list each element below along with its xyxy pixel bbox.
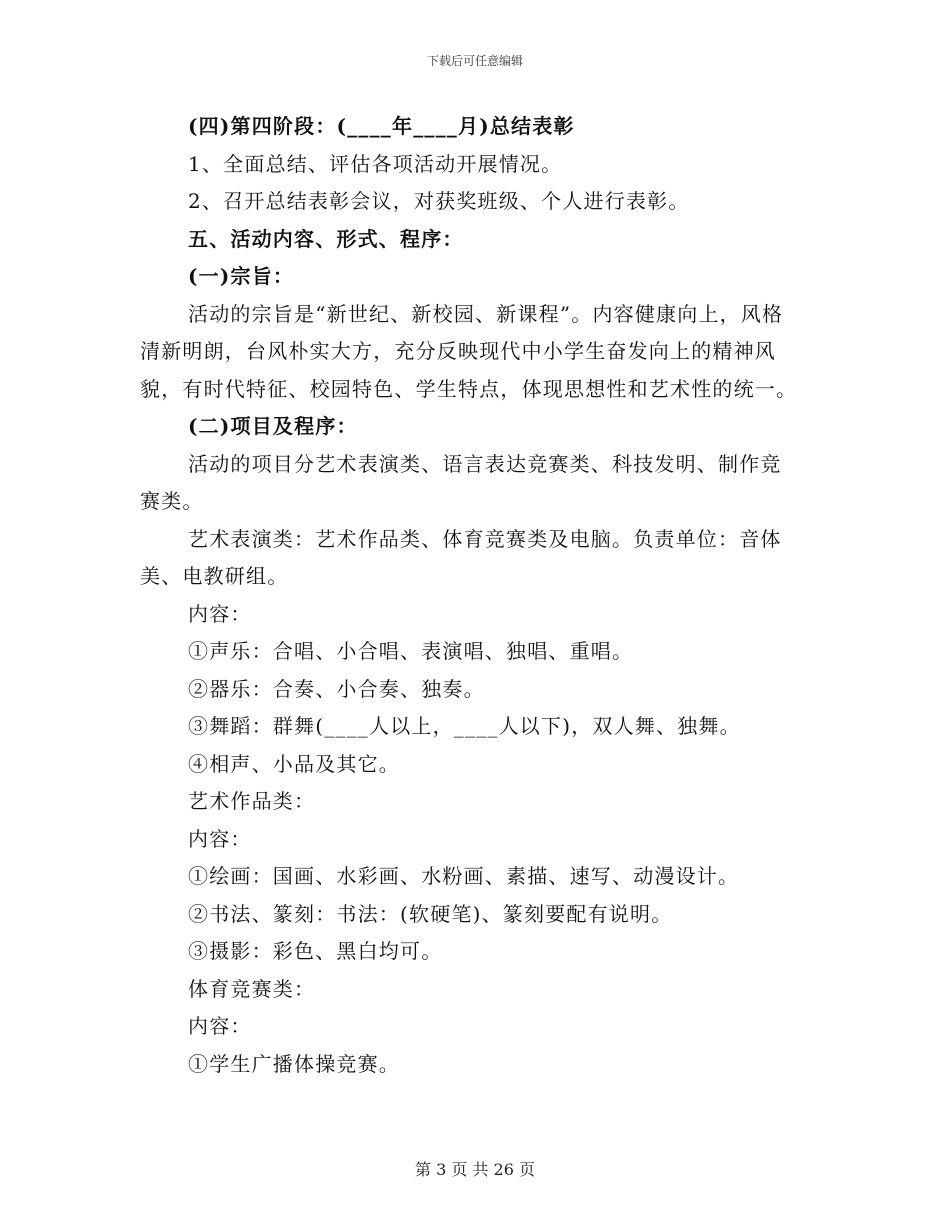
paragraph: 2、召开总结表彰会议，对获奖班级、个人进行表彰。 <box>188 189 690 213</box>
list-item: ②书法、篆刻：书法：(软硬笔)、篆刻要配有说明。 <box>188 901 673 926</box>
content-label: 内容： <box>188 1014 252 1038</box>
list-item: ①绘画：国画、水彩画、水粉画、素描、速写、动漫设计。 <box>188 864 740 888</box>
list-item: ③摄影：彩色、黑白均可。 <box>188 939 443 963</box>
paragraph: 艺术表演类：艺术作品类、体育竞赛类及电脑。负责单位：音体美、电教研组。 <box>140 526 782 588</box>
page-header: 下载后可任意编辑 <box>426 54 523 68</box>
stage-four-heading: (四)第四阶段：(____年____月)总结表彰 <box>188 114 575 138</box>
page-footer: 第 3 页 共 26 页 <box>415 1160 535 1179</box>
list-item: ④相声、小品及其它。 <box>188 751 400 776</box>
list-item: ②器乐：合奏、小合奏、独奏。 <box>188 676 485 701</box>
list-item: ③舞蹈：群舞(____人以上，____人以下)，双人舞、独舞。 <box>188 714 741 738</box>
document-body <box>140 108 800 1083</box>
paragraph: 活动的项目分艺术表演类、语言表达竞赛类、科技发明、制作竞赛类。 <box>140 451 782 513</box>
paragraph: 1、全面总结、评估各项活动开展情况。 <box>188 151 563 176</box>
section-five-heading: 五、活动内容、形式、程序： <box>188 226 464 251</box>
projects-heading: (二)项目及程序： <box>188 414 358 438</box>
content-label: 内容： <box>188 826 252 851</box>
purpose-paragraph: 活动的宗旨是“新世纪、新校园、新课程”。内容健康向上，风格清新明朗，台风朴实大方，充分反映现代中小学生奋发向上的精神风貌，有时代特征、校园特色、学生特点，体现思想性和艺术性的统一。 <box>140 301 798 401</box>
category-label: 艺术作品类： <box>188 789 316 813</box>
category-label: 体育竞赛类： <box>188 976 316 1001</box>
content-label: 内容： <box>188 601 252 626</box>
purpose-heading: (一)宗旨： <box>188 264 295 288</box>
list-item: ①学生广播体操竞赛。 <box>188 1051 400 1076</box>
list-item: ①声乐：合唱、小合唱、表演唱、独唱、重唱。 <box>188 639 634 663</box>
